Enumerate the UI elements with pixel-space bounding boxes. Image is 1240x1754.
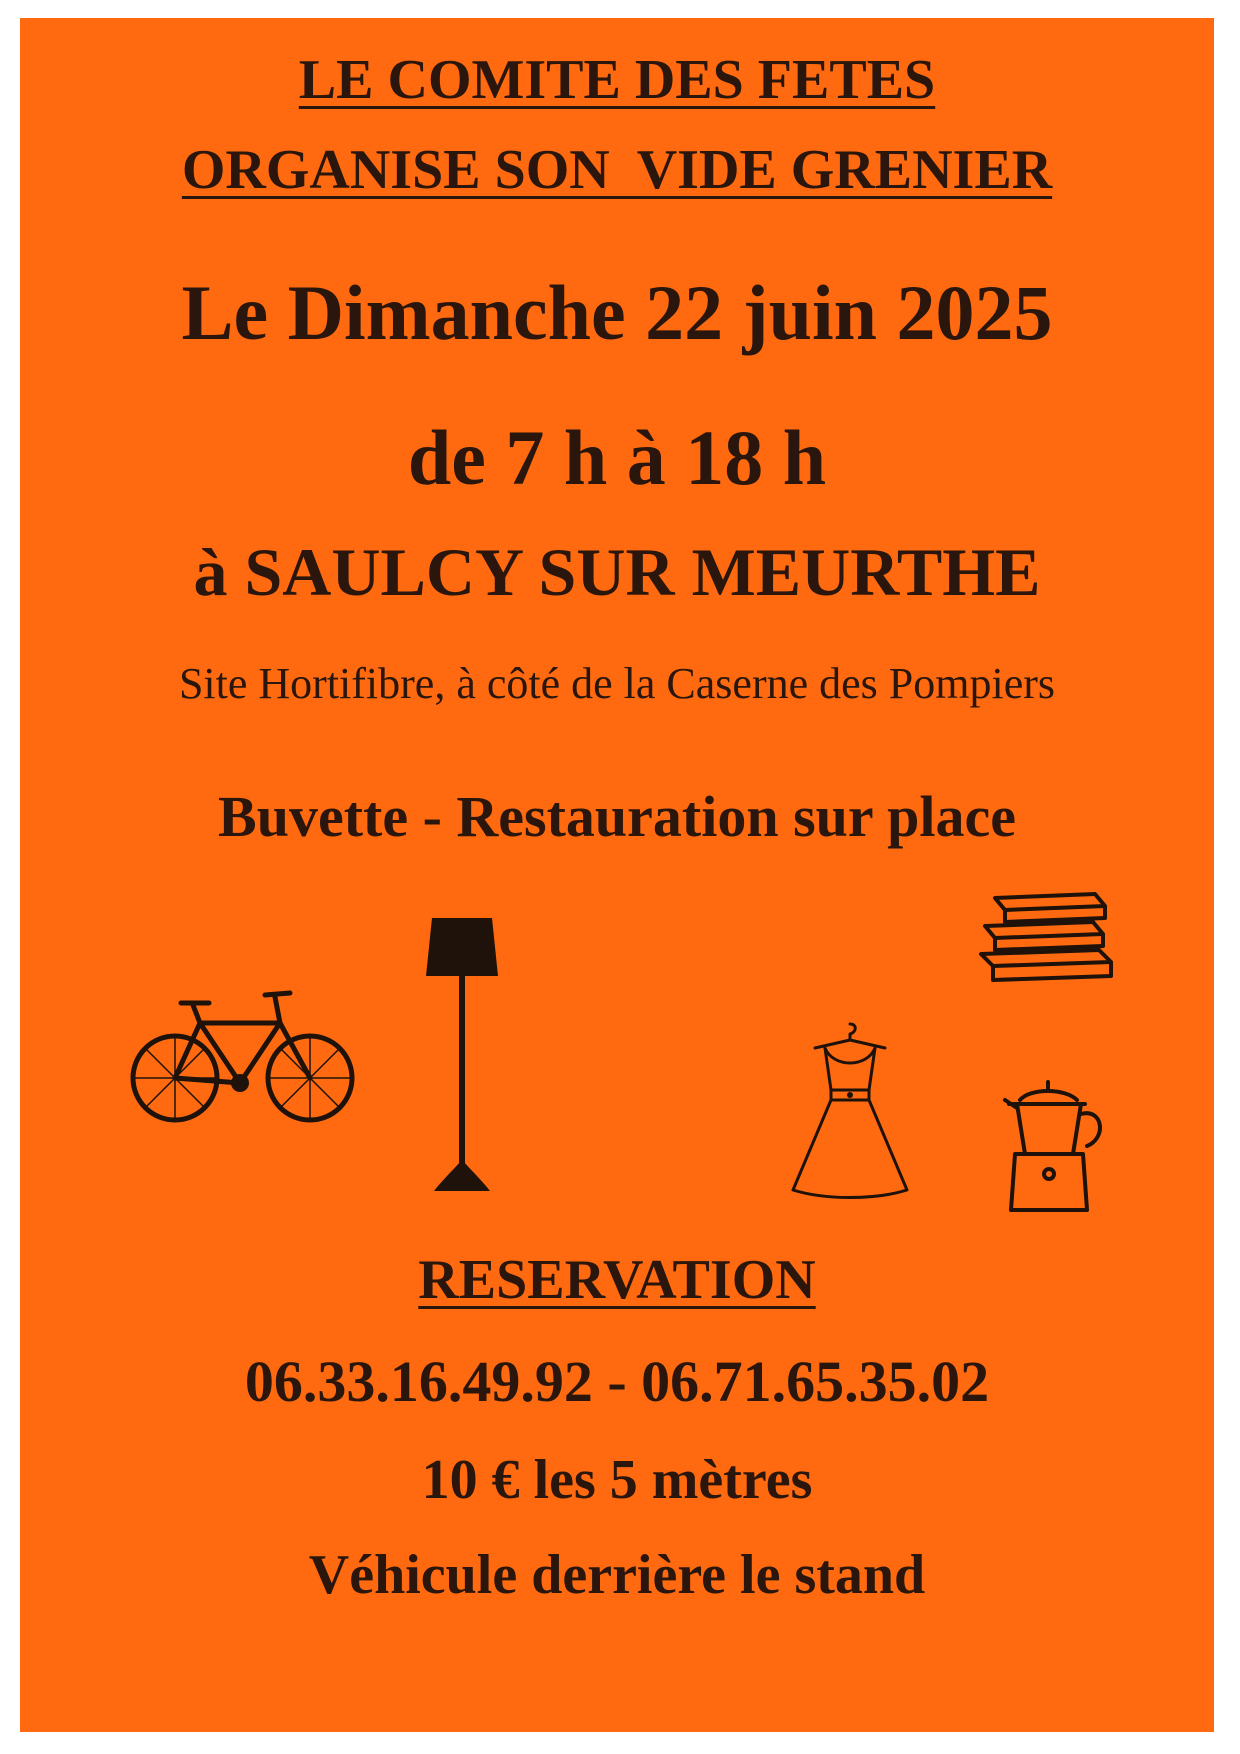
event-date: Le Dimanche 22 juin 2025 bbox=[181, 269, 1053, 356]
event-hours: de 7 h à 18 h bbox=[407, 414, 827, 501]
floor-lamp-icon bbox=[420, 908, 505, 1203]
dress-icon bbox=[785, 1018, 915, 1208]
flyer bbox=[20, 18, 1214, 1732]
heading-line-1: LE COMITE DES FETES bbox=[298, 49, 936, 111]
heading-line-2: ORGANISE SON VIDE GRENIER bbox=[181, 139, 1053, 201]
stand-price: 10 € les 5 mètres bbox=[421, 1449, 813, 1511]
bicycle-icon bbox=[125, 983, 360, 1133]
vehicle-note: Véhicule derrière le stand bbox=[308, 1544, 926, 1606]
refreshments-text: Buvette - Restauration sur place bbox=[218, 784, 1016, 849]
kettle-icon bbox=[995, 1078, 1115, 1218]
reservation-phones: 06.33.16.49.92 - 06.71.65.35.02 bbox=[244, 1349, 990, 1414]
reservation-title: RESERVATION bbox=[418, 1249, 816, 1311]
books-icon bbox=[975, 888, 1125, 988]
event-town: à SAULCY SUR MEURTHE bbox=[193, 534, 1041, 610]
event-site: Site Hortifibre, à côté de la Caserne des Pompiers bbox=[178, 659, 1056, 708]
